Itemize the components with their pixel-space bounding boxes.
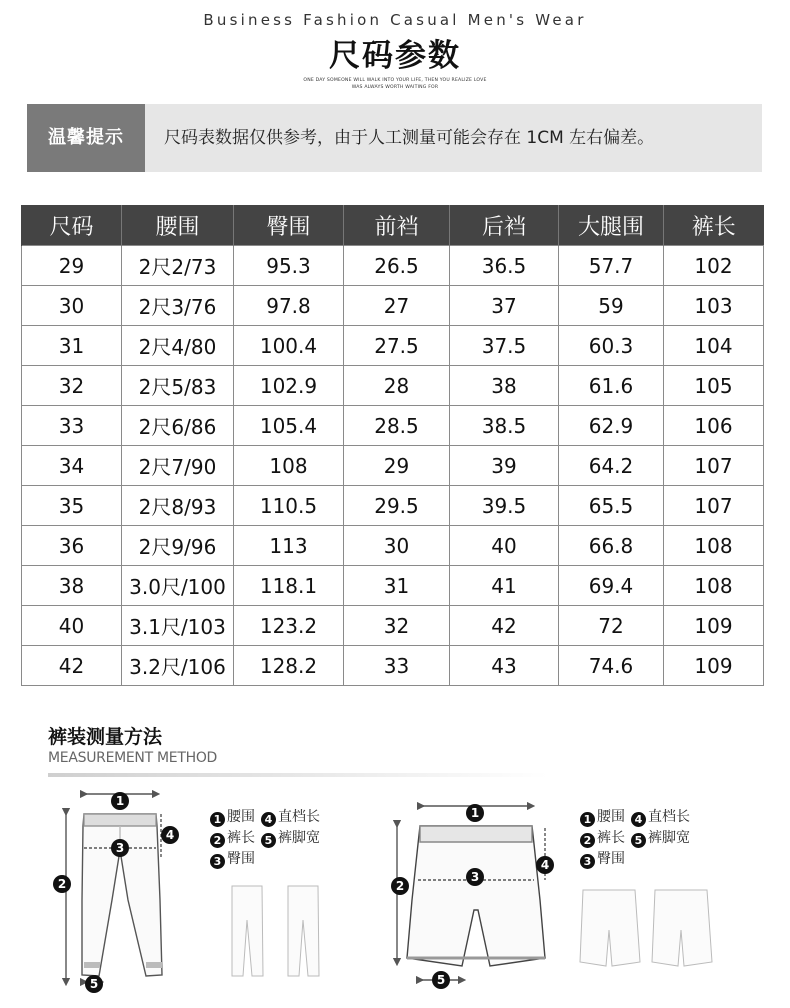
- legend-waist: 腰围: [227, 809, 255, 825]
- table-cell: 39.5: [450, 486, 559, 526]
- tip-bar: [27, 104, 762, 172]
- size-table-body: [22, 246, 764, 686]
- table-cell: 37: [450, 286, 559, 326]
- small-pants-front-diagram: [232, 886, 319, 976]
- table-cell: 40: [450, 526, 559, 566]
- column-header: 前裆: [344, 205, 450, 246]
- table-cell: 64.2: [559, 446, 664, 486]
- marker-1-icon: 1: [470, 806, 480, 820]
- table-cell: 69.4: [559, 566, 664, 606]
- table-row: [22, 246, 764, 286]
- table-cell: 102: [664, 246, 764, 286]
- legend-hem: 裤脚宽: [648, 830, 690, 846]
- legend-hip: 臀围: [597, 851, 625, 867]
- table-cell: 61.6: [559, 366, 664, 406]
- marker-2-icon: 2: [395, 879, 405, 893]
- table-cell: 106: [664, 406, 764, 446]
- table-cell: 108: [234, 446, 344, 486]
- table-cell: 74.6: [559, 646, 664, 686]
- marker-4-icon: 4: [165, 828, 175, 842]
- table-cell: 109: [664, 606, 764, 646]
- table-row: [22, 366, 764, 406]
- table-cell: 123.2: [234, 606, 344, 646]
- table-cell: 41: [450, 566, 559, 606]
- measurement-illustrations: [0, 780, 790, 1008]
- table-cell: 66.8: [559, 526, 664, 566]
- table-cell: 29: [344, 446, 450, 486]
- table-row: [22, 326, 764, 366]
- table-cell: 100.4: [234, 326, 344, 366]
- legend-hem: 裤脚宽: [278, 830, 320, 846]
- table-cell: 38: [450, 366, 559, 406]
- table-cell: 32: [344, 606, 450, 646]
- size-table: [21, 205, 764, 686]
- table-cell: 27.5: [344, 326, 450, 366]
- table-row: [22, 646, 764, 686]
- table-cell: 38.5: [450, 406, 559, 446]
- table-cell: 31: [344, 566, 450, 606]
- marker-3-icon: 3: [470, 870, 480, 884]
- table-cell: 34: [22, 446, 122, 486]
- table-cell: 107: [664, 486, 764, 526]
- table-cell: 30: [22, 286, 122, 326]
- table-cell: 3.0尺/100: [122, 566, 234, 606]
- table-cell: 42: [450, 606, 559, 646]
- table-cell: 109: [664, 646, 764, 686]
- marker-2-icon: 2: [580, 833, 595, 848]
- column-header: 后裆: [450, 205, 559, 246]
- marker-5-icon: 5: [261, 833, 276, 848]
- marker-4-icon: 4: [631, 812, 646, 827]
- table-cell: 110.5: [234, 486, 344, 526]
- table-cell: 2尺7/90: [122, 446, 234, 486]
- legend-hip: 臀围: [227, 851, 255, 867]
- table-cell: 2尺2/73: [122, 246, 234, 286]
- table-cell: 38: [22, 566, 122, 606]
- table-cell: 35: [22, 486, 122, 526]
- legend-rise: 直档长: [648, 809, 690, 825]
- table-cell: 2尺6/86: [122, 406, 234, 446]
- legend-length: 裤长: [597, 830, 625, 846]
- page-title: 尺码参数: [329, 38, 461, 74]
- table-cell: 97.8: [234, 286, 344, 326]
- marker-2-icon: 2: [210, 833, 225, 848]
- table-cell: 107: [664, 446, 764, 486]
- marker-4-icon: 4: [540, 858, 550, 872]
- marker-2-icon: 2: [57, 877, 67, 891]
- long-pants-diagram: [66, 794, 162, 982]
- table-cell: 28.5: [344, 406, 450, 446]
- table-cell: 33: [344, 646, 450, 686]
- table-cell: 95.3: [234, 246, 344, 286]
- table-cell: 59: [559, 286, 664, 326]
- table-cell: 105: [664, 366, 764, 406]
- table-cell: 108: [664, 566, 764, 606]
- marker-5-icon: 5: [89, 977, 99, 991]
- table-cell: 29.5: [344, 486, 450, 526]
- tagline-line-1: ONE DAY SOMEONE WILL WALK INTO YOUR LIFE, THEN YOU REALIZE LOVE: [303, 78, 487, 83]
- table-cell: 26.5: [344, 246, 450, 286]
- table-cell: 30: [344, 526, 450, 566]
- marker-3-icon: 3: [580, 854, 595, 869]
- table-cell: 105.4: [234, 406, 344, 446]
- table-cell: 27: [344, 286, 450, 326]
- table-cell: 118.1: [234, 566, 344, 606]
- table-cell: 42: [22, 646, 122, 686]
- shorts-diagram: [397, 806, 545, 980]
- table-cell: 62.9: [559, 406, 664, 446]
- table-row: [22, 606, 764, 646]
- tagline: [0, 77, 790, 91]
- table-cell: 40: [22, 606, 122, 646]
- table-row: [22, 566, 764, 606]
- table-cell: 102.9: [234, 366, 344, 406]
- marker-1-icon: 1: [210, 812, 225, 827]
- table-cell: 33: [22, 406, 122, 446]
- table-cell: 36: [22, 526, 122, 566]
- table-cell: 2尺5/83: [122, 366, 234, 406]
- tagline-line-2: WAS ALWAYS WORTH WAITING FOR: [351, 85, 439, 90]
- marker-3-icon: 3: [210, 854, 225, 869]
- table-row: [22, 406, 764, 446]
- column-header: 大腿围: [559, 205, 664, 246]
- column-header: 腰围: [122, 205, 234, 246]
- table-cell: 2尺4/80: [122, 326, 234, 366]
- measurement-subtitle: MEASUREMENT METHOD: [48, 750, 218, 766]
- tip-label: 温馨提示: [27, 104, 145, 172]
- column-header: 裤长: [664, 205, 764, 246]
- table-row: [22, 286, 764, 326]
- legend-rise: 直档长: [278, 809, 320, 825]
- table-cell: 108: [664, 526, 764, 566]
- table-cell: 43: [450, 646, 559, 686]
- small-shorts-diagram: [580, 890, 712, 966]
- table-cell: 2尺8/93: [122, 486, 234, 526]
- table-cell: 29: [22, 246, 122, 286]
- legend-waist: 腰围: [597, 809, 625, 825]
- table-cell: 104: [664, 326, 764, 366]
- marker-5-icon: 5: [436, 973, 446, 987]
- marker-5-icon: 5: [631, 833, 646, 848]
- table-cell: 103: [664, 286, 764, 326]
- table-cell: 2尺3/76: [122, 286, 234, 326]
- table-cell: 36.5: [450, 246, 559, 286]
- header-subtitle: Business Fashion Casual Men's Wear: [203, 11, 587, 29]
- table-row: [22, 486, 764, 526]
- legend-length: 裤长: [227, 830, 255, 846]
- size-table-header: [22, 205, 764, 246]
- table-cell: 60.3: [559, 326, 664, 366]
- table-cell: 37.5: [450, 326, 559, 366]
- table-row: [22, 526, 764, 566]
- table-cell: 32: [22, 366, 122, 406]
- table-cell: 113: [234, 526, 344, 566]
- column-header: 臀围: [234, 205, 344, 246]
- table-cell: 57.7: [559, 246, 664, 286]
- tip-text: 尺码表数据仅供参考，由于人工测量可能会存在 1CM 左右偏差。: [164, 128, 655, 148]
- marker-1-icon: 1: [115, 794, 125, 808]
- measurement-title: 裤装测量方法: [48, 726, 163, 748]
- table-cell: 2尺9/96: [122, 526, 234, 566]
- table-cell: 128.2: [234, 646, 344, 686]
- table-cell: 3.1尺/103: [122, 606, 234, 646]
- column-header: 尺码: [22, 205, 122, 246]
- table-cell: 3.2尺/106: [122, 646, 234, 686]
- divider: [48, 773, 548, 777]
- table-cell: 65.5: [559, 486, 664, 526]
- table-row: [22, 446, 764, 486]
- table-cell: 31: [22, 326, 122, 366]
- table-cell: 39: [450, 446, 559, 486]
- table-cell: 28: [344, 366, 450, 406]
- table-cell: 72: [559, 606, 664, 646]
- marker-1-icon: 1: [580, 812, 595, 827]
- marker-3-icon: 3: [115, 841, 125, 855]
- marker-4-icon: 4: [261, 812, 276, 827]
